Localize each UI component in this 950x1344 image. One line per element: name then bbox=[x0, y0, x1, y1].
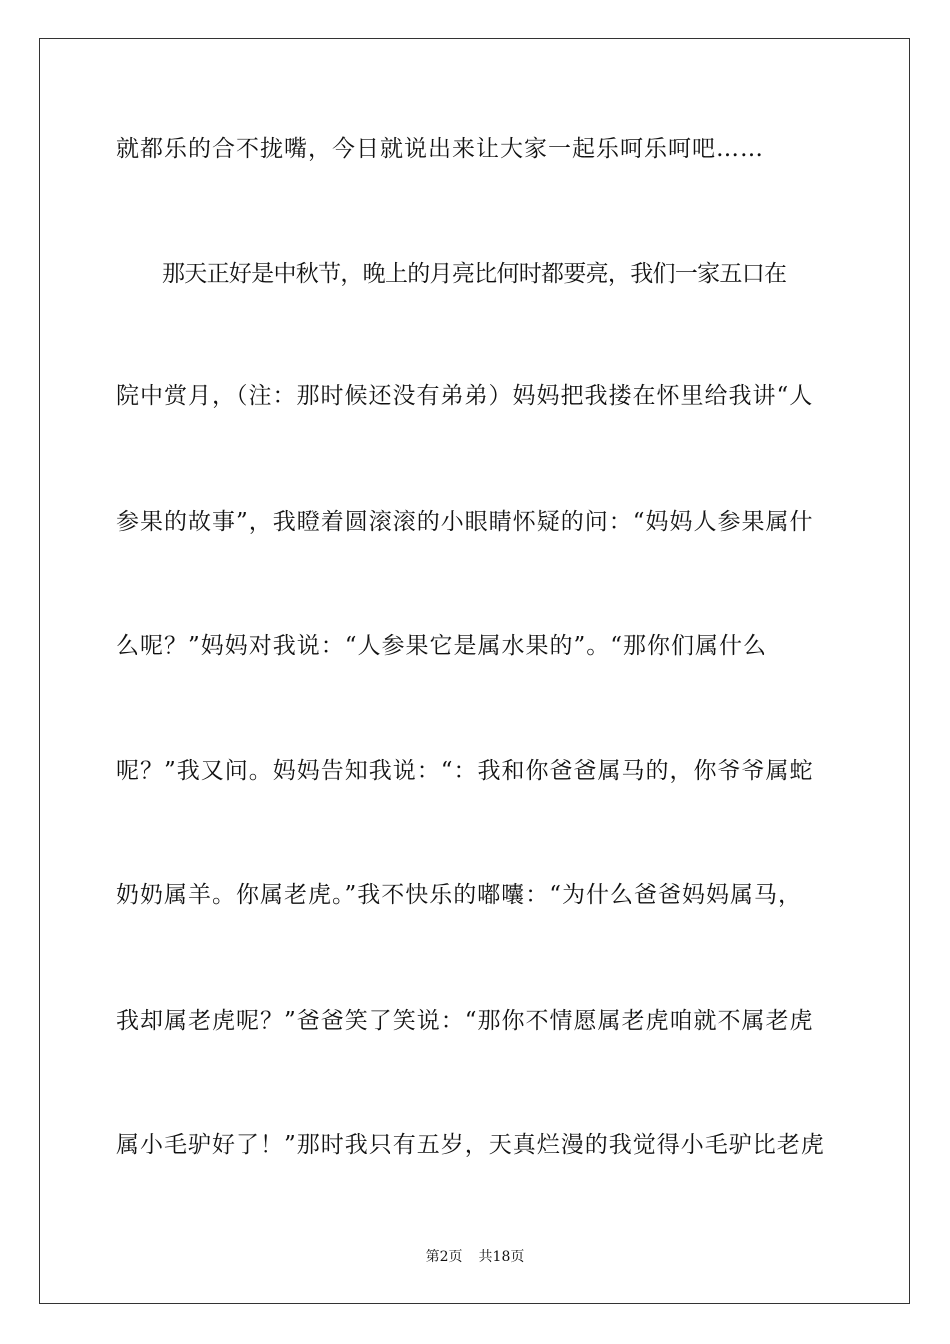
page-total: 共18页 bbox=[478, 1249, 525, 1265]
text-line-9: 属小毛驴好了！”那时我只有五岁，天真烂漫的我觉得小毛驴比老虎 bbox=[116, 1132, 825, 1158]
page-number: 第2页 bbox=[425, 1249, 463, 1265]
text-line-2: 那天正好是中秋节，晚上的月亮比何时都要亮，我们一家五口在 bbox=[162, 261, 787, 287]
text-line-6: 呢？”我又问。妈妈告知我说：“：我和你爸爸属马的，你爷爷属蛇 bbox=[116, 758, 814, 784]
text-line-8: 我却属老虎呢？”爸爸笑了笑说：“那你不情愿属老虎咱就不属老虎 bbox=[116, 1008, 814, 1034]
text-line-4: 参果的故事”，我瞪着圆滚滚的小眼睛怀疑的问：“妈妈人参果属什 bbox=[116, 509, 814, 535]
page-border bbox=[39, 38, 910, 1304]
text-line-5: 么呢？”妈妈对我说：“人参果它是属水果的”。“那你们属什么 bbox=[116, 633, 768, 659]
text-line-7: 奶奶属羊。你属老虎。”我不快乐的嘟囔：“为什么爸爸妈妈属马， bbox=[116, 882, 803, 908]
page-footer bbox=[0, 1248, 950, 1266]
text-line-3: 院中赏月，（注：那时候还没有弟弟）妈妈把我搂在怀里给我讲“人 bbox=[116, 383, 814, 409]
text-line-1: 就都乐的合不拢嘴，今日就说出来让大家一起乐呵乐呵吧…… bbox=[116, 136, 764, 162]
